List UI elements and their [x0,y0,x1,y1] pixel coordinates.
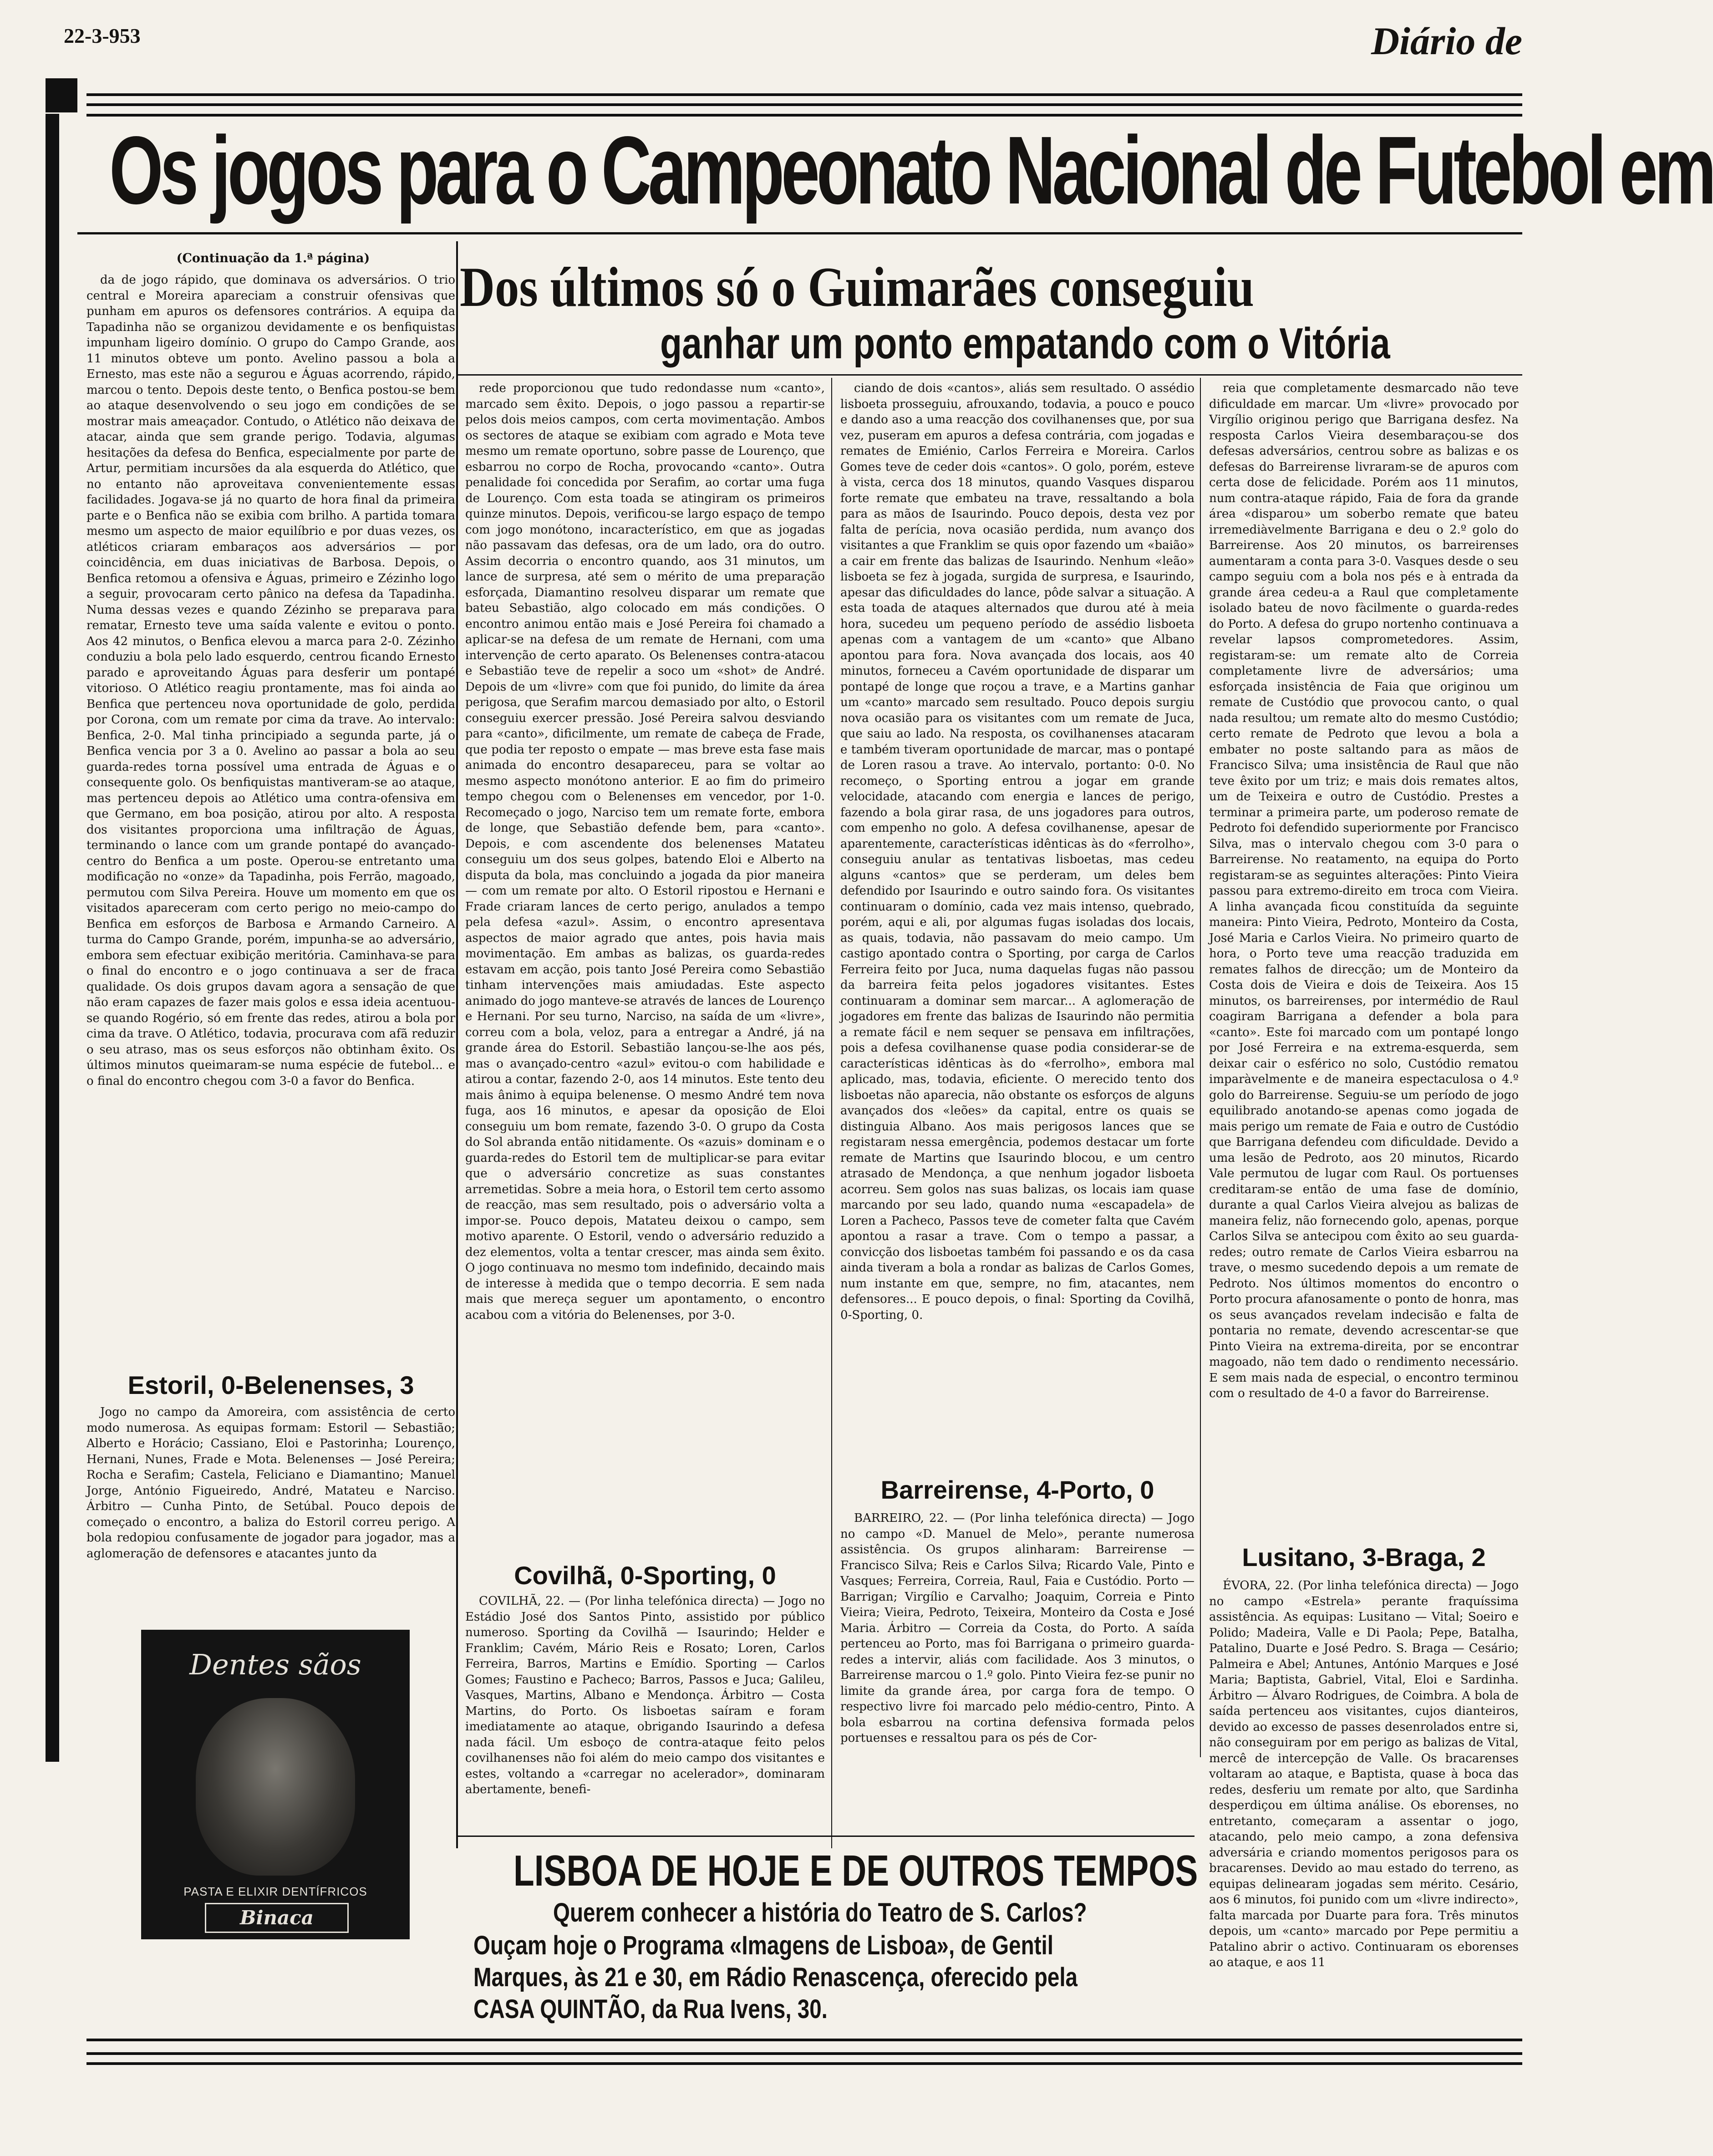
top-double-rule [86,93,1522,106]
article-subtitle: ganhar um ponto empatando com o Vitória [660,319,1390,368]
ad-tagline: PASTA E ELIXIR DENTÍFRICOS [183,1885,367,1898]
article-column-4-match [1209,1578,1519,1969]
article-column-2 [465,381,825,1561]
column-2-match-text: COVILHÃ, 22. — (Por linha telefónica directa) — Jogo no Estádio José dos Santos Pinto, assistido por público numeroso. Sporting da Covilhã — Isaurindo; Helder e Franklim; Cavém, Mário Reis e Rosato; Loren, Carlos Ferreira, Barros, Martins e Emídio. Sporting — Carlos Gomes; Faustino e Pacheco; Barros, Passos e Juca; Galileu, Vasques, Martins, Albano e Mendonça. Árbitro — Costa Martins, do Porto. Os lisboetas saíram e foram imediatamente ao ataque, obrigando Isaurindo a defesa nada fácil. Um esboço de contra-ataque feito pelos covilhanenses não foi além do meio campo dos visitantes e estes, voltando a «carregar no acelerador», dominaram abertamente, benefi- [465,1594,825,1796]
column-2-text: rede proporcionou que tudo redondasse num «canto», marcado sem êxito. Depois, o jogo passou a repartir-se pelos dois meios campos, com certa movimentação. Ambos os sectores de ataque se exibiam com agrado e Mota teve mesmo um remate oportuno, sobre passe de Lourenço, que esbarrou no corpo de Rocha, provocando «canto». Outra penalidade foi concedida por Serafim, ao cortar uma fuga de Lourenço. Com esta toada se atingiram os primeiros quinze minutos. Depois, verificou-se largo espaço de tempo com jogo monótono, incaracterístico, em que as jogadas não passavam das defesas, ora de um lado, ora do outro. Assim decorria o encontro quando, aos 31 minutos, um lance de surpresa, até sem o mérito de uma preparação esforçada, Diamantino resolveu disparar um remate que bateu Sebastião, algo colocado em más condições. O encontro animou então mais e José Pereira foi chamado a aplicar-se na defesa de um remate de Hernani, com uma intervenção de certo aparato. Os Belenenses contra-atacou e Sebastião teve de repelir a soco um «shot» de André. Depois de um «livre» com que foi punido, do limite da área perigosa, que Serafim marcou demasiado por alto, o Estoril conseguiu exercer pressão. José Pereira salvou desviando para «canto», dificilmente, um remate de cabeça de Frade, que podia ter reposto o empate — mas breve esta fase mais animada do encontro desapareceu, para se voltar ao mesmo aspecto monótono anterior. E ao fim do primeiro tempo chegou com o Belenenses em vencedor, por 1-0. Recomeçado o jogo, Narciso tem um remate forte, embora de longe, que Sebastião defende bem, para «canto». Depois, e com ascendente dos belenenses Matateu conseguiu um dos seus golpes, batendo Eloi e Alberto na disputa da bola, mas concluindo a jogada da pior maneira — com um remate por alto. O Estoril ripostou e Hernani e Frade criaram lances de certo perigo, anulados a tempo pela defesa «azul». Assim, o encontro apresentava aspectos de maior agrado que antes, pois havia mais movimentação. Em ambas as balizas, os guarda-redes estavam em acção, pois tanto José Pereira como Sebastião tinham intervenções mais amiudadas. Este aspecto animado do jogo manteve-se através de lances de Lourenço e Hernani. Por seu turno, Narciso, na saída de um «livre», correu com a bola, veloz, para a entregar a André, já na grande área do Estoril. Sebastião lançou-se-lhe aos pés, mas o avançado-centro «azul» evitou-o com habilidade e atirou a contar, fazendo 2-0, aos 14 minutos. Este tento deu mais ânimo à equipa belenense. O mesmo André tem nova fuga, aos 16 minutos, e apesar da oposição de Eloi conseguiu um bom remate, fazendo 3-0. O grupo da Costa do Sol abranda então nitidamente. Os «azuis» dominam e o guarda-redes do Estoril tem de multiplicar-se para evitar que o adversário concretize as suas constantes arremetidas. Sobre a meia hora, o Estoril tem certo assomo de reacção, mas sem resultado, pois o adversário volta a impor-se. Pouco depois, Matateu deixou o campo, sem motivo aparente. O Estoril, vendo o adversário reduzido a dez elementos, volta a tentar crescer, mas ainda sem êxito. O jogo continuava no mesmo tom indefinido, decaindo mais de interesse à medida que o tempo decorria. E sem nada mais que mereça seguer um apontamento, o encontro acabou com a vitória do Belenenses, por 3-0. [465,381,825,1322]
article-column-1 [86,272,455,1366]
article-column-4 [1209,381,1519,1535]
column-divider-2 [831,378,832,1848]
bottom-double-rule [86,2052,1522,2065]
column-4-text: reia que completamente desmarcado não teve dificuldade em marcar. Um «livre» provocado por Virgílio originou perigo que Barrigana desfez. Na resposta Carlos Vieira desembaraçou-se dos defesas adversários, centrou sobre as balizas e os defesas do Barreirense livraram-se de apuros com certa dose de felicidade. Porém aos 11 minutos, num contra-ataque rápido, Faia de fora da grande área «disparou» um soberbo remate que bateu irremediàvelmente Barrigana e deu o 2.º golo do Barreirense. Aos 20 minutos, os barreirenses aumentaram a conta para 3-0. Vasques desde o seu campo seguiu com a bola nos pés e à entrada da grande área cedeu-a a Raul que completamente isolado bateu de novo fàcilmente o guarda-redes do Porto. A defesa do grupo nortenho continuava a revelar lapsos comprometedores. Assim, registaram-se: um remate alto de Correia completamente livre de adversários; uma esforçada insistência de Faia que originou um remate de Custódio que provocou canto, o qual nada resultou; um remate alto do mesmo Custódio; certo remate de Pedroto que levou a bola a embater no poste saltando para as mãos de Francisco Silva; uma insistência de Raul que não teve êxito por um triz; e mais dois remates altos, um de Teixeira e outro de Custódio. Prestes a terminar a primeira parte, um poderoso remate de Pedroto foi defendido superiormente por Francisco Silva, mas o intervalo chegou com 3-0 para o Barreirense. No reatamento, na equipa do Porto registaram-se as seguintes alterações: Pinto Vieira passou para extremo-direito em troca com Vieira. A linha avançada ficou constituída da seguinte maneira: Pinto Vieira, Pedroto, Monteiro da Costa, José Maria e Carlos Vieira. No primeiro quarto de hora, o Porto teve uma reacção traduzida em remates falhos de direcção; um de Monteiro da Costa dois de Vieira e dois de Teixeira. Aos 15 minutos, os barreirenses, por intermédio de Raul coagiram Barrigana a defender a bola para «canto». Este foi marcado com um pontapé longo por José Ferreira e na extrema-esquerda, sem deixar cair o esférico no solo, Custódio rematou imparàvelmente e de maneira espectaculosa o 4.º golo do Barreirense. Seguiu-se um período de jogo equilibrado anotando-se apenas como jogada de mais perigo um remate de Faia e outro de Custódio que Barrigana defendeu com dificuldade. Devido a uma lesão de Pedroto, aos 20 minutos, Ricardo Vale permutou de lugar com Raul. Os portuenses creditaram-se então de uma fase de domínio, durante a qual Carlos Vieira alvejou as balizas de maneira feliz, não fornecendo golo, apenas, porque Carlos Silva se antecipou com êxito ao seu guarda-redes; outro remate de Carlos Vieira esbarrou na trave, o mesmo sucedendo depois a um remate de Pedroto. Nos últimos momentos do encontro o Porto procura afanosamente o ponto de honra, mas os seus avançados revelam indecisão e falta de pontaria no remate, devendo acrescentar-se que Pinto Vieira na extrema-direita, por se encontrar magoado, não tem dado o rendimento necessário. E sem mais nada de especial, o encontro terminou com o resultado de 4-0 a favor do Barreirense. [1209,381,1519,1400]
article-column-2-match [465,1593,825,1830]
notice-top-rule [457,1836,1195,1837]
match-title-covilha-sporting: Covilhã, 0-Sporting, 0 [514,1561,776,1590]
ad-brand: Binaca [205,1903,349,1933]
column-divider-3 [1200,378,1201,1757]
column-divider-1 [456,241,458,1848]
title-rule [457,374,1522,376]
column-1-text: da de jogo rápido, que dominava os adversários. O trio central e Moreira apareciam a construir ofensivas que punham em apuros os defensores contrários. A equipa da Tapadinha não se organizou devidamente e os benfiquistas impunham ligeiro domínio. O grupo do Campo Grande, aos 11 minutos obteve um ponto. Avelino passou a bola a Ernesto, mas este não a segurou e Águas acorrendo, rápido, marcou o tento. Depois deste tento, o Benfica postou-se bem ao ataque desenvolvendo o seu jogo em condições de se mostrar mais ameaçador. Contudo, o Atlético não deixava de atacar, ainda que sem grande perigo. Todavia, algumas hesitações da defesa do Benfica, especialmente por parte de Artur, permitiam incursões da ala esquerda do Atlético, que no entanto não aproveitava convenientemente essas facilidades. Jogava-se já no quarto de hora final da primeira parte e o Benfica não se exibia com brilho. A partida tomara mesmo um aspecto de maior equilíbrio e por duas vezes, os atléticos criaram embaraços aos adversários — por coincidência, em duas iniciativas de Barbosa. Depois, o Benfica retomou a ofensiva e Águas, primeiro e Zézinho logo a seguir, provocaram certo pânico na defesa da Tapadinha. Numa dessas vezes e quando Zézinho se preparava para rematar, Ernesto teve uma saída valente e evitou o ponto. Aos 42 minutos, o Benfica elevou a marca para 2-0. Zézinho conduziu a bola pelo lado esquerdo, centrou ficando Ernesto parado e aproveitando Águas para desferir um pontapé vitorioso. O Atlético reagiu prontamente, mas foi ainda ao Benfica que pertenceu nova oportunidade de golo, perdida por Corona, com um remate por cima da trave. Ao intervalo: Benfica, 2-0. Mal tinha principiado a segunda parte, já o Benfica vencia por 3 a 0. Avelino ao passar a bola ao seu guarda-redes torna possível uma entrada de Águas e o consequente golo. Os benfiquistas mantiveram-se ao ataque, mas pertenceu depois ao Atlético uma contra-ofensiva em que Germano, em boa posição, atirou por alto. A resposta dos visitantes proporciona uma infiltração de Águas, terminando o lance com um grande pontapé do avançado-centro do Benfica a um poste. Operou-se entretanto uma modificação no «onze» da Tapadinha, pois Ferrão, magoado, permutou com Silva Pereira. Houve um momento em que os visitados apareceram com certo perigo no meio-campo do Benfica em esforços de Barbosa e Armando Carneiro. A turma do Campo Grande, porém, impunha-se ao adversário, embora sem efectuar exibição meritória. Caminhava-se para o final do encontro e o jogo continuava a ser de fraca qualidade. Os dois grupos davam agora a sensação de que não eram capazes de fazer mais golos e essa ideia acentuou-se quando Rogério, só em frente das redes, atirou a bola por cima da trave. O Atlético, todavia, procurava com afã reduzir o seu atraso, mas os seus esforços não obtinham êxito. Os últimos minutos queimaram-se numa espécie de futebol... e o final do encontro chegou com 3-0 a favor do Benfica. [86,273,455,1088]
left-marker-bar [46,114,59,1762]
left-marker-block [46,78,77,112]
match-title-barreirense-porto: Barreirense, 4-Porto, 0 [880,1475,1154,1504]
bottom-thin-rule [86,2039,1522,2041]
radio-notice-title: LISBOA DE HOJE E DE OUTROS TEMPOS [513,1846,1198,1895]
newspaper-name: Diário de [1371,19,1522,63]
radio-notice-line-2: Ouçam hoje o Programa «Imagens de Lisboa», de Gentil [473,1931,1053,1960]
article-title: Dos últimos só o Guimarães conseguiu [460,256,1254,318]
match-title-lusitano-braga: Lusitano, 3-Braga, 2 [1242,1543,1486,1571]
column-4-match-text: ÉVORA, 22. (Por linha telefónica directa) — Jogo no campo «Estrela» perante fraquíssima assistência. As equipas: Lusitano — Vital; Soeiro e Polido; Madeira, Valle e Di Paola; Pepe, Batalha, Patalino, Duarte e José Pedro. S. Braga — Cesário; Palmeira e Abel; Antunes, António Marques e José Maria; Baptista, Gabriel, Vital, Eloi e Sardinha. Árbitro — Álvaro Rodrigues, de Coimbra. A bola de saída pertenceu aos visitantes, cujos dianteiros, devido ao excesso de passes desenrolados entre si, não conseguiram por em perigo as balizas de Vital, mercê de intercepção de Valle. Os bracarenses voltaram ao ataque, e Baptista, quase à boca das redes, desferiu um remate por alto, que Sardinha desperdiçou em última análise. Os eborenses, no entretanto, começaram a assentar o jogo, atacando, pelo meio campo, a zona defensiva adversária e criando momentos perigosos para os bracarenses. Devido ao mau estado do terreno, as equipas delinearam jogadas sem mérito. Cesário, aos 6 minutos, foi punido com um «livre indirecto», falta marcada por Duarte para fora. Três minutos depois, um «canto» marcado por Pepe permitiu a Patalino abrir o activo. Continuaram os eborenses ao ataque, e aos 11 [1209,1579,1519,1969]
match-title-estoril-belenenses: Estoril, 0-Belenenses, 3 [127,1371,414,1399]
article-column-1-match [86,1404,455,1616]
radio-notice-line-3: Marques, às 21 e 30, em Rádio Renascença, oferecido pela [473,1963,1078,1992]
column-3-text: ciando de dois «cantos», aliás sem resultado. O assédio lisboeta prosseguiu, afrouxando, todavia, a pouco e pouco e dando aso a uma reacção dos covilhanenses que, por sua vez, puseram em apuros a defesa contrária, com jogadas e remates de Emiénio, Carlos Ferreira e Moreira. Carlos Gomes teve de ceder dois «cantos». O golo, porém, esteve à vista, cerca dos 18 minutos, quando Vasques disparou forte remate que embateu na trave, ressaltando a bola para as mãos de Isaurindo. Pouco depois, desta vez por falta de perícia, nova ocasião perdida, num avanço dos visitantes a que Franklim se quis opor fazendo um «baião» a cair em frente das balizas de Isaurindo. Nenhum «leão» lisboeta se fez à jogada, surgida de surpresa, e Isaurindo, apesar das dificuldades do lance, pôde salvar a situação. A esta toada de ataques alternados que durou até à meia hora, sucedeu um pequeno período de assédio lisboeta apenas com a vantagem de um «canto» que Albano apontou para fora. Nova avançada dos locais, aos 40 minutos, forneceu a Cavém oportunidade de disparar um pontapé de longe que roçou a trave, e a Martins ganhar um «canto» marcado sem resultado. Pouco depois surgiu nova ocasião para os visitantes com um remate de Juca, que saiu ao lado. Na resposta, os covilhanenses atacaram e também tiveram oportunidade de marcar, mas o pontapé de Loren rasou a trave. Ao intervalo, portanto: 0-0. No recomeço, o Sporting entrou a jogar em grande velocidade, atacando com energia e lances de perigo, fazendo a bola girar rasa, de uns jogadores para outros, com empenho no golo. A defesa covilhanense, apesar de aparentemente, características idênticas às do «ferrolho», conseguiu anular as tentativas lisboetas, mas cedeu alguns «cantos» que se perderam, um deles bem defendido por Isaurindo e outro saindo fora. Os visitantes continuaram o domínio, cada vez mais intenso, quebrado, porém, aqui e ali, por algumas fugas isoladas dos locais, as quais, todavia, não passavam do meio campo. Um castigo apontado contra o Sporting, por carga de Carlos Ferreira feito por Juca, numa daquelas fugas não passou da barreira feita pelos jogadores visitantes. Estes continuaram a dominar sem marcar... A aglomeração de jogadores em frente das balizas de Isaurindo não permitia a remate fácil e nem sequer se pensava em infiltrações, pois a defesa covilhanense quase podia considerar-se de características idênticas às do «ferrolho», embora mal aplicado, mas, todavia, eficiente. O merecido tento dos lisboetas não aparecia, não obstante os esforços de alguns avançados dos «leões» da capital, entre os quais se distinguia Albano. Aos mais perigosos lances que se registaram nessa emergência, podemos destacar um forte remate de Martins que Isaurindo blocou, e um centro atrasado de Mendonça, a que nenhum jogador lisboeta acorreu. Sem golos nas suas balizas, os locais iam quase marcando por seu lado, quando numa «escapadela» de Loren a Pacheco, Passos teve de cometer falta que Cavém apontou a rasar a trave. Com o tempo a passar, a convicção dos lisboetas também foi passando e os da casa ainda tiveram a bola a rondar as balizas de Carlos Gomes, num instante em que, sempre, no fim, atacantes, nem defensores... E pouco depois, o final: Sporting da Covilhã, 0-Sporting, 0. [840,381,1195,1322]
article-column-3 [840,381,1195,1459]
issue-date: 22-3-953 [64,24,141,47]
radio-notice-line-4: CASA QUINTÃO, da Rua Ivens, 30. [473,1994,828,2024]
column-1-match-text: Jogo no campo da Amoreira, com assistência de certo modo numerosa. As equipas formam: Estoril — Sebastião; Alberto e Horácio; Cassiano, Eloi e Pastorinha; Lourenço, Hernani, Nunes, Frade e Mota. Belenenses — José Pereira; Rocha e Serafim; Castela, Feliciano e Diamantino; Manuel Jorge, António Figueiredo, André, Matateu e Narciso. Árbitro — Cunha Pinto, de Setúbal. Pouco depois de começado o encontro, a baliza do Estoril correu perigo. A bola redopiou confusamente de jogador para jogador, mas a aglomeração de defensores e atacantes junto da [86,1405,455,1561]
continuation-note: (Continuação da 1.ª página) [176,251,370,265]
page-headline: Os jogos para o Campeonato Nacional de Futebol em [109,116,1713,224]
column-3-match-text: BARREIRO, 22. — (Por linha telefónica directa) — Jogo no campo «D. Manuel de Melo», perante numerosa assistência. Os grupos alinharam: Barreirense — Francisco Silva; Reis e Carlos Silva; Ricardo Vale, Pinto e Vasques; Ferreira, Correia, Raul, Faia e Custódio. Porto — Barrigan; Virgílio e Carvalho; Joaquim, Correia e Pinto Vieira; Vieira, Pedroto, Teixeira, Monteiro da Costa e José Maria. Árbitro — Correia da Costa, do Porto. A saída pertenceu ao Porto, mas foi Barrigana o primeiro guarda-redes a intervir, aliás com facilidade. Aos 3 minutos, o Barreirense marcou o 1.º golo. Pinto Vieira fez-se punir no limite da grande área, por carga fora de tempo. O respectivo livre foi marcado pelo médio-centro, Pinto. A bola esbarrou na cortina defensiva formada pelos portuenses e ressaltou para os pés de Cor- [840,1511,1195,1745]
radio-notice-line-1: Querem conhecer a história do Teatro de S. Carlos? [553,1898,1087,1927]
ad-title: Dentes sãos [189,1648,361,1681]
toothpaste-advertisement [141,1630,410,1939]
portrait-illustration [196,1698,355,1876]
headline-rule [77,232,1522,234]
article-column-3-match [840,1510,1195,1829]
